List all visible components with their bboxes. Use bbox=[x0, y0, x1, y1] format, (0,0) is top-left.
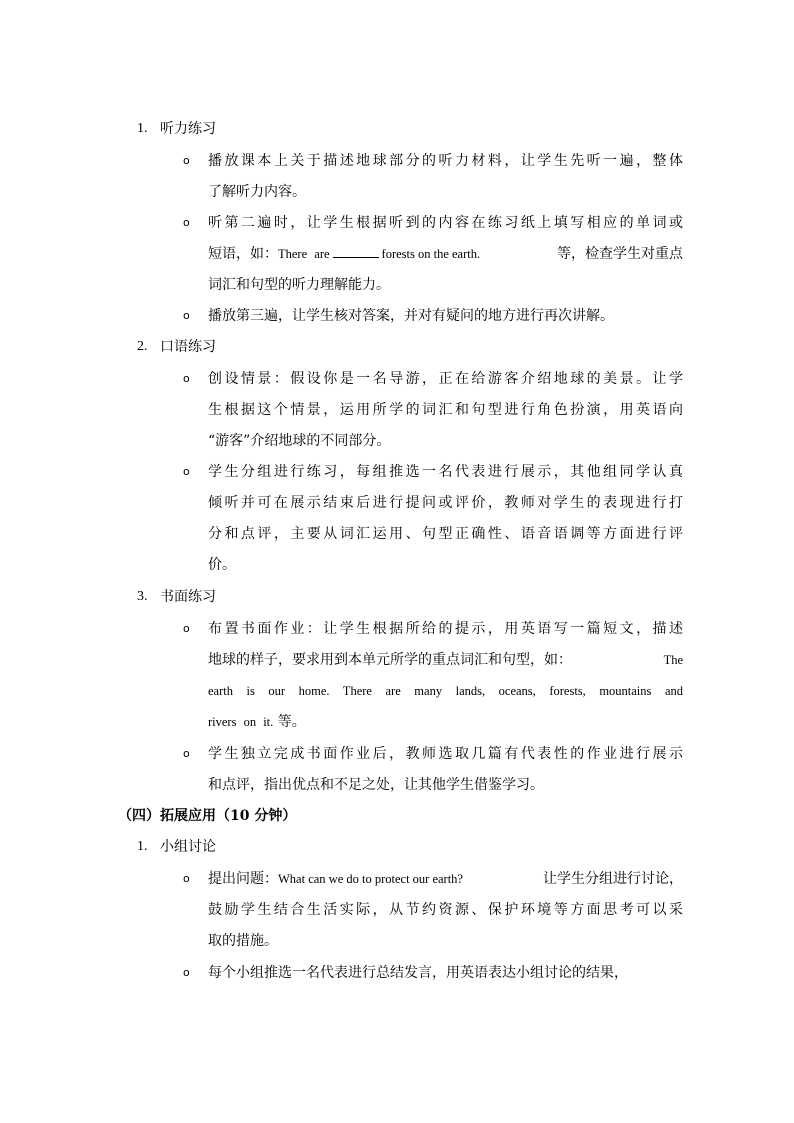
text-line: 听第二遍时，让学生根据听到的内容在练习纸上填写相应的单词或 bbox=[208, 215, 683, 231]
part-4-sub-title: 小组讨论 bbox=[160, 839, 216, 855]
list-item bbox=[208, 868, 683, 961]
text-segment: 让学生分组进行讨论， bbox=[543, 871, 683, 887]
text-segment: 短语，如： bbox=[208, 246, 278, 262]
list-item bbox=[208, 618, 683, 742]
list-item bbox=[208, 461, 683, 585]
text-segment: 提出问题： bbox=[208, 871, 278, 887]
text-line bbox=[208, 243, 683, 274]
text-line: 分和点评，主要从词汇运用、句型正确性、语音语调等方面进行评 bbox=[208, 526, 683, 542]
fill-in-blank bbox=[333, 245, 379, 258]
text-line bbox=[208, 649, 683, 680]
text-line: earth is our home. There are many lands, oceans, forests, mountains and bbox=[208, 684, 683, 698]
part-4-heading: （四）拓展应用（10 分钟） bbox=[118, 808, 297, 824]
section-2-number: 2. bbox=[137, 339, 148, 354]
bullet-icon: o bbox=[183, 372, 190, 385]
bullet-icon: o bbox=[183, 309, 190, 322]
bullet-icon: o bbox=[183, 465, 190, 478]
text-line: 取的措施。 bbox=[208, 933, 278, 949]
list-item bbox=[208, 212, 683, 305]
list-item bbox=[208, 743, 683, 805]
text-line: 学生独立完成书面作业后，教师选取几篇有代表性的作业进行展示 bbox=[208, 746, 683, 762]
text-line: 播放课本上关于描述地球部分的听力材料，让学生先听一遍，整体 bbox=[208, 153, 683, 169]
text-segment: 等。 bbox=[277, 714, 306, 730]
section-1-title: 听力练习 bbox=[160, 121, 216, 137]
text-line: 创设情景：假设你是一名导游，正在给游客介绍地球的美景。让学 bbox=[208, 371, 683, 387]
bullet-icon: o bbox=[183, 966, 190, 979]
text-line: 倾听并可在展示结束后进行提问或评价，教师对学生的表现进行打 bbox=[208, 495, 683, 511]
text-segment: forests on the earth. bbox=[381, 247, 481, 261]
text-line: “游客”介绍地球的不同部分。 bbox=[208, 433, 391, 449]
list-item bbox=[208, 962, 683, 993]
text-line bbox=[208, 711, 683, 742]
section-3-number: 3. bbox=[137, 589, 148, 604]
text-line: 词汇和句型的听力理解能力。 bbox=[208, 277, 390, 293]
section-2-title: 口语练习 bbox=[160, 339, 216, 355]
text-segment: rivers on it. bbox=[208, 715, 274, 729]
text-segment: 等，检查学生对重点 bbox=[557, 246, 683, 262]
bullet-icon: o bbox=[183, 622, 190, 635]
text-line bbox=[208, 868, 683, 899]
text-segment: There are bbox=[278, 247, 330, 261]
list-item bbox=[208, 150, 683, 212]
part-4-sub-number: 1. bbox=[137, 839, 148, 854]
text-segment: 地球的样子，要求用到本单元所学的重点词汇和句型，如： bbox=[208, 652, 572, 668]
bullet-icon: o bbox=[183, 216, 190, 229]
text-segment: The bbox=[663, 653, 683, 667]
text-line: 价。 bbox=[208, 557, 236, 573]
bullet-icon: o bbox=[183, 747, 190, 760]
text-line: 播放第三遍，让学生核对答案，并对有疑问的地方进行再次讲解。 bbox=[208, 308, 614, 324]
text-line: 和点评，指出优点和不足之处，让其他学生借鉴学习。 bbox=[208, 777, 544, 793]
text-line: 布置书面作业：让学生根据所给的提示，用英语写一篇短文，描述 bbox=[208, 621, 683, 637]
text-line: 每个小组推选一名代表进行总结发言，用英语表达小组讨论的结果， bbox=[208, 965, 628, 981]
text-line: 学生分组进行练习，每组推选一名代表进行展示，其他组同学认真 bbox=[208, 464, 683, 480]
text-line: 生根据这个情景，运用所学的词汇和句型进行角色扮演，用英语向 bbox=[208, 402, 683, 418]
bullet-icon: o bbox=[183, 154, 190, 167]
list-item bbox=[208, 368, 683, 461]
section-1-number: 1. bbox=[137, 121, 148, 136]
list-item bbox=[208, 305, 683, 336]
text-line: 鼓励学生结合生活实际，从节约资源、保护环境等方面思考可以采 bbox=[208, 902, 683, 918]
text-line: 了解听力内容。 bbox=[208, 184, 306, 200]
text-segment: What can we do to protect our earth? bbox=[278, 872, 463, 886]
section-3-title: 书面练习 bbox=[160, 589, 216, 605]
bullet-icon: o bbox=[183, 872, 190, 885]
